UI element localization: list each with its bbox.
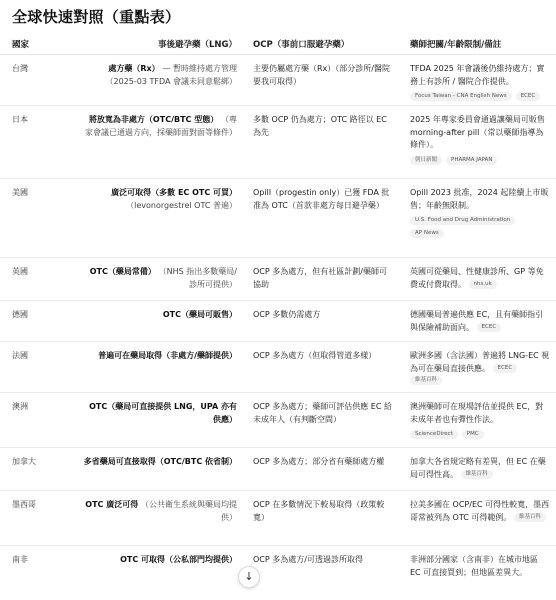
source-chip[interactable]: 維基百科 [514,513,546,522]
country-cell: 墨西哥 [12,500,36,509]
notes-cell [410,187,550,239]
table-row [0,546,556,592]
table-row [0,301,556,342]
lng-cell [82,309,237,322]
country-cell: 台灣 [12,64,28,73]
lng-cell [82,350,237,363]
ocp-cell: OCP 多為處方；藥師可評估供應 EC 給未成年人（有判斷空間） [253,402,392,424]
header-lng: 事後避孕藥（LNG） [157,40,237,50]
lng-cell [82,456,237,469]
source-chip[interactable]: 維基百科 [461,470,493,479]
notes-cell [410,499,550,524]
notes-cell [410,114,550,166]
notes-cell [410,350,550,388]
source-chip[interactable]: PMC [462,430,484,439]
lng-cell [82,266,237,291]
source-chip[interactable]: U.S. Food and Drug Administration [410,216,515,225]
lng-note: （公共衛生系統與藥局均提供） [141,500,237,522]
notes-cell [410,456,550,481]
notes-text: TFDA 2025 年會議後仍維持處方；實務上有診所 / 醫院合作提供。 [410,64,545,86]
notes-text: 歐洲多國（含法國）普遍將 LNG-EC 視為可在藥局直接供應。 [410,351,550,373]
country-cell: 加拿大 [12,457,36,466]
table-row [0,106,556,179]
table-row [0,491,556,546]
lng-note: （專家會議已通過方向，採藥師面對面等條件） [85,115,237,137]
header-ocp: OCP（事前口服避孕藥） [253,40,350,50]
source-chip[interactable]: ScienceDirect [410,430,458,439]
lng-status: OTC（藥局可販售） [162,310,237,319]
lng-note: （levonorgestrel OTC 普遍） [126,200,237,210]
table-row [0,258,556,301]
notes-cell [410,266,550,291]
lng-cell [82,499,237,524]
source-chip[interactable]: ECEC [477,323,502,332]
notes-text: 德國藥局普遍供應 EC，且有藥師指引與保險補助面向。 [410,310,544,332]
notes-cell [410,309,550,334]
lng-status: OTC（藥局可直接提供 LNG，UPA 亦有供應） [89,402,237,424]
table-row [0,55,556,106]
country-cell: 英國 [12,267,28,276]
country-cell: 美國 [12,188,28,197]
source-chip[interactable]: Focus Taiwan - CNA English News [410,92,512,101]
source-chip[interactable]: PHARMA JAPAN [446,156,497,165]
table-row [0,448,556,491]
notes-text: 澳洲藥師可在現場評估並提供 EC，對未成年者也有彈性作法。 [410,402,544,424]
scroll-down-button[interactable] [238,566,260,588]
ocp-cell: Opill（progestin only）已獲 FDA 批准為 OTC（首款非處方每日避孕藥） [253,188,390,210]
notes-cell [410,63,550,103]
ocp-cell: 多數 OCP 仍為處方；OTC 路徑以 EC 為先 [253,115,387,137]
header-country: 國家 [12,40,30,50]
ocp-cell: OCP 多數仍需處方 [253,310,321,319]
source-chip[interactable]: ECEC [516,92,541,101]
source-chip[interactable]: nhs.uk [469,280,497,289]
ocp-cell: OCP 多為處方；部分省有藥師處方權 [253,457,385,466]
notes-text: 拉美多國在 OCP/EC 可得性較寬，墨西哥常被列為 OTC 可得範例。 [410,500,550,522]
source-chip[interactable]: 朝日新聞 [410,156,442,165]
lng-status: 多省藥局可直接取得（OTC/BTC 依省制） [83,457,237,466]
table-row [0,179,556,258]
country-cell: 澳洲 [12,402,28,411]
country-cell: 日本 [12,115,28,124]
table-header [0,32,556,55]
ocp-cell: OCP 多為處方/可透過診所取得 [253,555,363,564]
lng-cell [82,114,237,139]
comparison-table [0,32,556,592]
lng-status: 普遍可在藥局取得（非處方/藥師提供） [98,351,237,360]
lng-cell [82,63,237,88]
ocp-cell: OCP 在多數情況下較易取得（政策較寬） [253,500,385,522]
lng-cell [82,401,237,426]
notes-text: 加拿大各省規定略有差異，但 EC 在藥局可得性高。 [410,457,546,479]
lng-status: OTC 可取得（公私部門均提供） [120,555,237,564]
ocp-cell: OCP 多為處方（但取得管道多樣） [253,351,377,360]
table-row [0,342,556,393]
lng-status: OTC（藥局常備） [89,267,156,276]
lng-note: （NHS 指出多數藥局/診所可提供） [158,267,237,289]
lng-status: 廣泛可取得（多數 EC OTC 可買） [111,188,237,197]
lng-status: 將放寬為非處方（OTC/BTC 型態） [88,115,219,124]
lng-note: — 暫時維持處方管理（2025-03 TFDA 會議未同意鬆綁） [105,64,237,86]
country-cell: 法國 [12,351,28,360]
source-chip[interactable]: 維基百科 [410,376,442,385]
lng-cell [82,187,237,212]
source-chip[interactable]: ECEC [493,364,518,373]
notes-text: 2025 年專家委員會通過讓藥局可販售 morning-after pill（常以藥師指導為條件）。 [410,115,545,149]
lng-cell [82,554,237,567]
page-title: 全球快速對照（重點表） [12,8,181,26]
source-chip[interactable]: AP News [410,229,444,238]
arrow-down-icon: ↓ [244,570,254,583]
ocp-cell: OCP 多為處方，但有社區計劃/藥師可協助 [253,267,387,289]
ocp-cell: 主要仍屬處方藥（Rx）（部分診所/醫院要我可取得） [253,64,390,86]
notes-cell [410,401,550,441]
table-row [0,393,556,448]
notes-cell: 非洲部分國家（含南非）在城市地區 EC 可直接買到；但地區差異大。 [410,555,538,577]
country-cell: 德國 [12,310,28,319]
lng-status: OTC 廣泛可得 [85,500,139,509]
lng-status: 處方藥（Rx） [108,64,160,73]
header-notes: 藥師把關/年齡限制/備註 [410,40,502,50]
notes-text: Opill 2023 批准，2024 起陸續上市販售；年齡無限制。 [410,188,549,210]
country-cell: 南非 [12,555,28,564]
notes-text: 英國可從藥局、性健康診所、GP 等免費或付費取得。 [410,267,544,289]
